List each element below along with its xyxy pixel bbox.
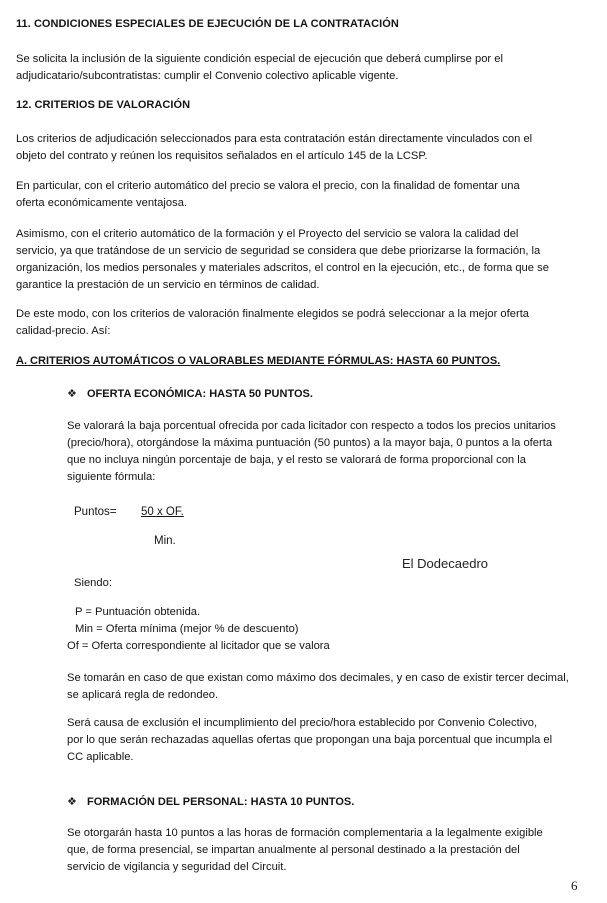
formacion-personal-heading: ❖ FORMACIÓN DEL PERSONAL: HASTA 10 PUNTOS. xyxy=(67,796,355,808)
page-number: 6 xyxy=(571,878,578,893)
oferta-economica-paragraph-3: Será causa de exclusión el incumplimiento del precio/hora establecido por Convenio Colectivo, por lo que serán rechazadas aquellas ofertas que propongan una baja porcentual que incumpla el CC aplicable. xyxy=(67,717,553,763)
definition-of: Of = Oferta correspondiente al licitador que se valora xyxy=(67,640,330,652)
section-12-paragraph-3: Asimismo, con el criterio automático de la formación y el Proyecto del servicio se valora la calidad del servicio, ya que tratándose de un servicio de seguridad se considera que debe priorizarse la formación, la organización, los medios personales y materiales adscritos, el control en la ejecución, etc., de forma que se garantice la prestación de un servicio en términos de calidad. xyxy=(16,228,549,291)
formula-numerator: 50 x OF. xyxy=(141,506,184,518)
definition-min: Min = Oferta mínima (mejor % de descuento) xyxy=(75,623,299,635)
watermark-text: El Dodecaedro xyxy=(402,556,488,571)
section-12-heading: 12. CRITERIOS DE VALORACIÓN xyxy=(16,99,191,111)
section-11-paragraph: Se solicita la inclusión de la siguiente condición especial de ejecución que deberá cumplirse por el adjudicatario/subcontratistas: cumplir el Convenio colectivo aplicable vigente. xyxy=(16,53,503,82)
formacion-personal-paragraph: Se otorgarán hasta 10 puntos a las horas de formación complementaria a la legalmente exigible que, de forma presencial, se impartan anualmente al personal destinado a la prestación del servicio de vigilancia y seguridad del Circuit. xyxy=(67,827,543,873)
diamond-bullet-icon: ❖ xyxy=(67,388,77,400)
section-a-heading: A. CRITERIOS AUTOMÁTICOS O VALORABLES MEDIANTE FÓRMULAS: HASTA 60 PUNTOS. xyxy=(16,355,501,367)
formula-denominator: Min. xyxy=(154,535,176,547)
formula-label: Puntos= xyxy=(74,506,117,518)
section-12-paragraph-4: De este modo, con los criterios de valoración finalmente elegidos se podrá seleccionar a la mejor oferta calidad-precio. Así: xyxy=(16,308,530,337)
section-11-heading: 11. CONDICIONES ESPECIALES DE EJECUCIÓN DE LA CONTRATACIÓN xyxy=(16,18,399,30)
oferta-economica-paragraph-1: Se valorará la baja porcentual ofrecida por cada licitador con respecto a todos los precios unitarios (precio/hora), otorgándose la máxima puntuación (50 puntos) a la mayor baja, 0 puntos a la oferta que no incluya ningún porcentaje de baja, y el resto se valorará de forma proporcional con la siguiente fórmula: xyxy=(67,420,556,483)
siendo-label: Siendo: xyxy=(74,577,112,589)
oferta-economica-heading: ❖ OFERTA ECONÓMICA: HASTA 50 PUNTOS. xyxy=(67,388,313,400)
definition-p: P = Puntuación obtenida. xyxy=(75,606,201,618)
section-12-paragraph-1: Los criterios de adjudicación seleccionados para esta contratación están directamente vinculados con el objeto del contrato y reúnen los requisitos señalados en el artículo 145 de la LCSP. xyxy=(16,133,533,162)
oferta-economica-paragraph-2: Se tomarán en caso de que existan como máximo dos decimales, y en caso de existir tercer decimal, se aplicará regla de redondeo. xyxy=(67,672,569,701)
diamond-bullet-icon: ❖ xyxy=(67,796,77,808)
section-12-paragraph-2: En particular, con el criterio automático del precio se valora el precio, con la finalidad de fomentar una oferta económicamente ventajosa. xyxy=(16,180,520,209)
